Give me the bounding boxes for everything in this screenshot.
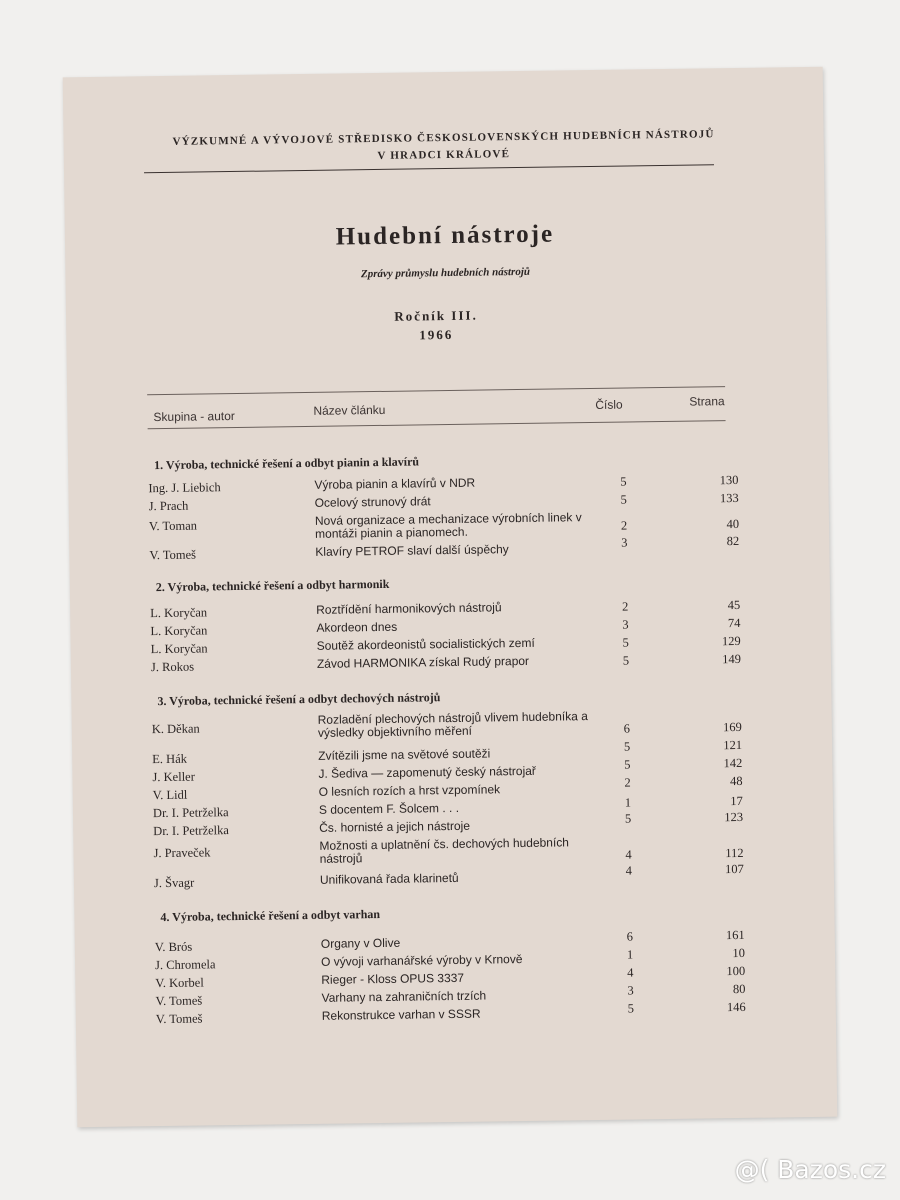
document-subtitle: Zprávy průmyslu hudebních nástrojů [360,265,531,281]
group-title-wind-instruments: 3. Výroba, technické řešení a odbyt dechových nástrojů [157,690,441,709]
author-cell: L. Koryčan [150,623,208,639]
institution-line-2: V HRADCI KRÁLOVÉ [377,148,511,162]
author-cell: K. Děkan [151,721,200,737]
article-cell: O lesních rozích a hrst vzpomínek [318,782,501,799]
article-cell: Rozladění plechových nástrojů vlivem hudebníka a výsledky objektivního měření [317,709,588,740]
issue-cell: 5 [620,492,627,507]
page-cell: 80 [732,981,746,997]
issue-cell: 5 [624,811,632,826]
article-cell: Čs. hornisté a jejich nástroje [319,818,471,835]
page-cell: 107 [724,861,744,877]
issue-cell: 5 [624,757,631,772]
author-cell: V. Toman [148,518,198,534]
issue-cell: 1 [624,795,632,810]
article-cell: Varhany na zahraničních trzích [321,988,487,1005]
article-cell: Akordeon dnes [316,619,398,635]
issue-cell: 5 [623,739,631,754]
page-cell: 149 [722,651,741,667]
page-cell: 112 [725,845,744,861]
issue-cell: 2 [621,599,629,614]
author-cell: V. Tomeš [155,1011,203,1027]
column-header-issue: Číslo [595,397,623,412]
issue-cell: 2 [624,775,631,790]
author-cell: V. Tomeš [149,547,197,563]
author-cell: Ing. J. Liebich [148,480,221,496]
page-cell: 10 [732,945,746,961]
article-cell: Roztřídění harmonikových nástrojů [316,600,502,617]
institution-line-1: VÝZKUMNÉ A VÝVOJOVÉ STŘEDISKO ČESKOSLOVENSKÝCH HUDEBNÍCH NÁSTROJŮ [172,128,715,148]
article-cell: O vývoji varhanářské výroby v Krnově [320,952,523,969]
group-title-pianos: 1. Výroba, technické řešení a odbyt pianin a klavírů [154,454,420,473]
author-cell: E. Hák [152,751,188,767]
volume-label: Ročník III. [394,307,478,324]
table-row [68,472,828,496]
article-cell: S docentem F. Šolcem . . . [318,800,460,817]
article-cell: Klavíry PETROF slaví další úspěchy [315,542,509,559]
page-cell: 45 [727,597,741,613]
issue-cell: 5 [620,474,627,489]
page-cell: 17 [730,793,743,809]
author-cell: V. Korbel [155,975,204,991]
article-cell: Ocelový strunový drát [314,494,431,510]
author-cell: J. Keller [152,769,195,785]
page-cell: 130 [719,472,739,488]
table-top-rule [147,386,725,395]
page-cell: 74 [727,615,741,631]
issue-cell: 6 [623,721,631,736]
article-cell: Soutěž akordeonistů socialistických zemí [316,635,535,653]
column-header-page: Strana [689,394,725,409]
issue-cell: 5 [627,1001,634,1016]
page-cell: 82 [726,533,740,549]
table-row [74,861,834,891]
issue-cell: 3 [621,535,628,550]
page-cell: 169 [722,719,742,735]
year-label: 1966 [419,326,454,343]
author-cell: V. Tomeš [155,993,203,1009]
article-cell: J. Šediva — zapomenutý český nástrojař [318,763,536,781]
issue-cell: 5 [622,635,629,650]
table-row [69,533,829,563]
issue-cell: 6 [626,929,633,944]
document-title: Hudební nástroje [335,220,555,251]
article-cell: Organy v Olive [320,935,401,951]
page-cell: 121 [723,737,743,753]
page-cell: 100 [726,963,746,979]
article-cell: Možnosti a uplatnění čs. dechových hudebních nástrojů [319,835,570,866]
issue-cell: 4 [625,863,633,878]
page-cell: 40 [726,516,740,532]
group-title-accordions: 2. Výroba, technické řešení a odbyt harmonik [155,576,390,595]
page-cell: 161 [725,927,745,943]
page-cell: 48 [730,773,743,789]
author-cell: J. Chromela [155,957,216,973]
author-cell: L. Koryčan [150,605,208,621]
author-cell: J. Švagr [153,875,195,891]
issue-cell: 2 [620,518,628,533]
issue-cell: 4 [627,965,634,980]
bazos-watermark: @( Bazos.cz [734,1155,886,1184]
group-title-organs: 4. Výroba, technické řešení a odbyt varhan [160,907,381,925]
author-cell: V. Lidl [152,787,188,803]
issue-cell: 4 [625,847,632,862]
author-cell: L. Koryčan [150,641,208,657]
author-cell: J. Prach [148,498,189,514]
article-cell: Rekonstrukce varhan v SSSR [321,1006,481,1023]
issue-cell: 1 [626,947,634,962]
article-cell: Výroba pianin a klavírů v NDR [314,475,476,492]
institution-heading [84,125,804,169]
issue-cell: 5 [622,653,630,668]
article-cell: Zvítězili jsme na světové soutěži [318,746,491,763]
author-cell: J. Praveček [153,845,211,861]
article-cell: Rieger - Kloss OPUS 3337 [321,970,465,987]
column-header-article: Název článku [313,402,386,418]
author-cell: Dr. I. Petrželka [153,823,230,839]
article-cell: Závod HARMONIKA získal Rudý prapor [316,653,530,671]
issue-cell: 3 [622,617,629,632]
article-cell: Nová organizace a mechanizace výrobních linek v montáži pianin a pianomech. [314,510,582,541]
article-cell: Unifikovaná řada klarinetů [319,870,459,887]
author-cell: J. Rokos [150,659,195,675]
page-cell: 133 [719,490,739,506]
issue-cell: 3 [627,983,634,998]
table-row [70,597,830,621]
page-cell: 142 [723,755,743,771]
author-cell: Dr. I. Petrželka [152,805,229,821]
page-cell: 146 [726,999,746,1015]
page-cell: 123 [724,809,744,825]
document-sheet [63,67,838,1128]
column-header-author: Skupina - autor [153,408,235,425]
author-cell: V. Brós [154,939,193,955]
page-cell: 129 [721,633,741,649]
